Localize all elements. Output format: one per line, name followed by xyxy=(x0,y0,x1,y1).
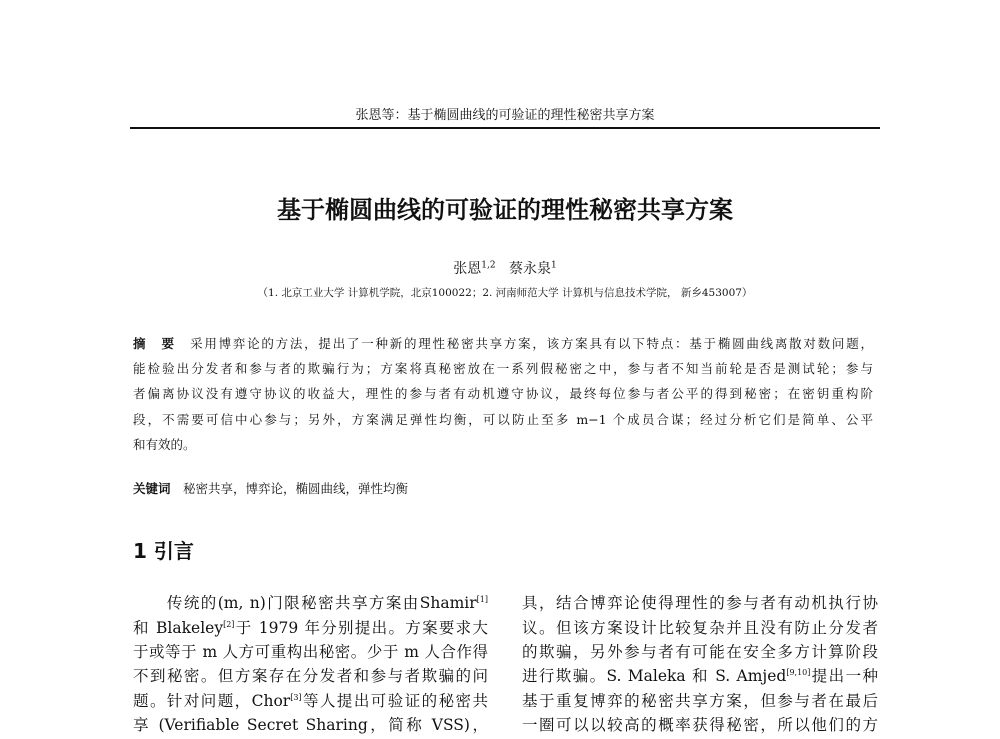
body-line-right: 议。但该方案设计比较复杂并且没有防止分发者 xyxy=(522,619,878,637)
body-line-left: 题。针对问题，Chor[3]等人提出可验证的秘密共 xyxy=(133,692,488,710)
abstract-line xyxy=(133,334,873,354)
affiliation: （1. 北京工业大学 计算机学院，北京100022；2. 河南师范大学 计算机与信息技术学院， 新乡453007） xyxy=(257,287,753,299)
citation: [9,10] xyxy=(786,667,811,677)
abstract-label: 摘 要 xyxy=(133,336,176,351)
author-name: 张恩 xyxy=(453,261,482,277)
citation: [1] xyxy=(476,594,488,604)
header-rule xyxy=(130,127,880,129)
keywords-label: 关键词 xyxy=(133,481,171,496)
body-line-left: 于或等于 m 人方可重构出秘密。少于 m 人合作得 xyxy=(133,643,488,661)
body-line-left: 和 Blakeley[2]于 1979 年分别提出。方案要求大 xyxy=(133,619,488,637)
abstract-text: 采用博弈论的方法，提出了一种新的理性秘密共享方案，该方案具有以下特点：基于椭圆曲线离散对数问题， xyxy=(190,336,873,351)
body-line-left: 不到秘密。但方案存在分发者和参与者欺骗的问 xyxy=(133,667,488,685)
abstract-line: 和有效的。 xyxy=(133,437,196,452)
keywords-text: 秘密共享，博弈论，椭圆曲线，弹性均衡 xyxy=(183,481,409,496)
citation: [3] xyxy=(290,692,302,702)
author-affil: 1 xyxy=(550,260,557,271)
body-line-right: 基于重复博弈的秘密共享方案，但参与者在最后 xyxy=(522,692,878,710)
section-number: 1 xyxy=(133,539,147,563)
running-head: 张恩等：基于椭圆曲线的可验证的理性秘密共享方案 xyxy=(355,108,655,123)
body-line-right: 一圈可以以较高的概率获得秘密，所以他们的方 xyxy=(522,716,878,734)
abstract-line: 段，不需要可信中心参与；另外，方案满足弹性均衡，可以防止至多 m−1 个成员合谋；经过分析它们是简单、公平 xyxy=(133,412,873,427)
citation: [2] xyxy=(223,619,235,629)
author-name: 蔡永泉 xyxy=(508,261,551,277)
body-line-left: 享 (Verifiable Secret Sharing，简称 VSS)， xyxy=(133,716,488,734)
keywords xyxy=(133,479,408,497)
body-line-left: 传统的(m, n)门限秘密共享方案由Shamir[1] xyxy=(133,594,488,612)
body-line-right: 的欺骗，另外参与者有可能在安全多方计算阶段 xyxy=(522,643,878,661)
abstract-line: 者偏离协议没有遵守协议的收益大，理性的参与者有动机遵守协议，最终每位参与者公平的得到秘密；在密钥重构阶 xyxy=(133,386,873,401)
abstract-line: 能检验出分发者和参与者的欺骗行为；方案将真秘密放在一系列假秘密之中，参与者不知当前轮是否是测试轮；参与 xyxy=(133,361,873,376)
body-line-right: 进行欺骗。S. Maleka 和 S. Amjed[9,10]提出一种 xyxy=(522,667,878,685)
section-title: 引言 xyxy=(153,539,194,563)
author-affil: 1,2 xyxy=(481,260,496,271)
paper-title: 基于椭圆曲线的可验证的理性秘密共享方案 xyxy=(277,196,733,224)
section-heading xyxy=(133,535,194,564)
body-line-right: 具，结合博弈论使得理性的参与者有动机执行协 xyxy=(522,594,878,612)
authors xyxy=(130,258,880,278)
